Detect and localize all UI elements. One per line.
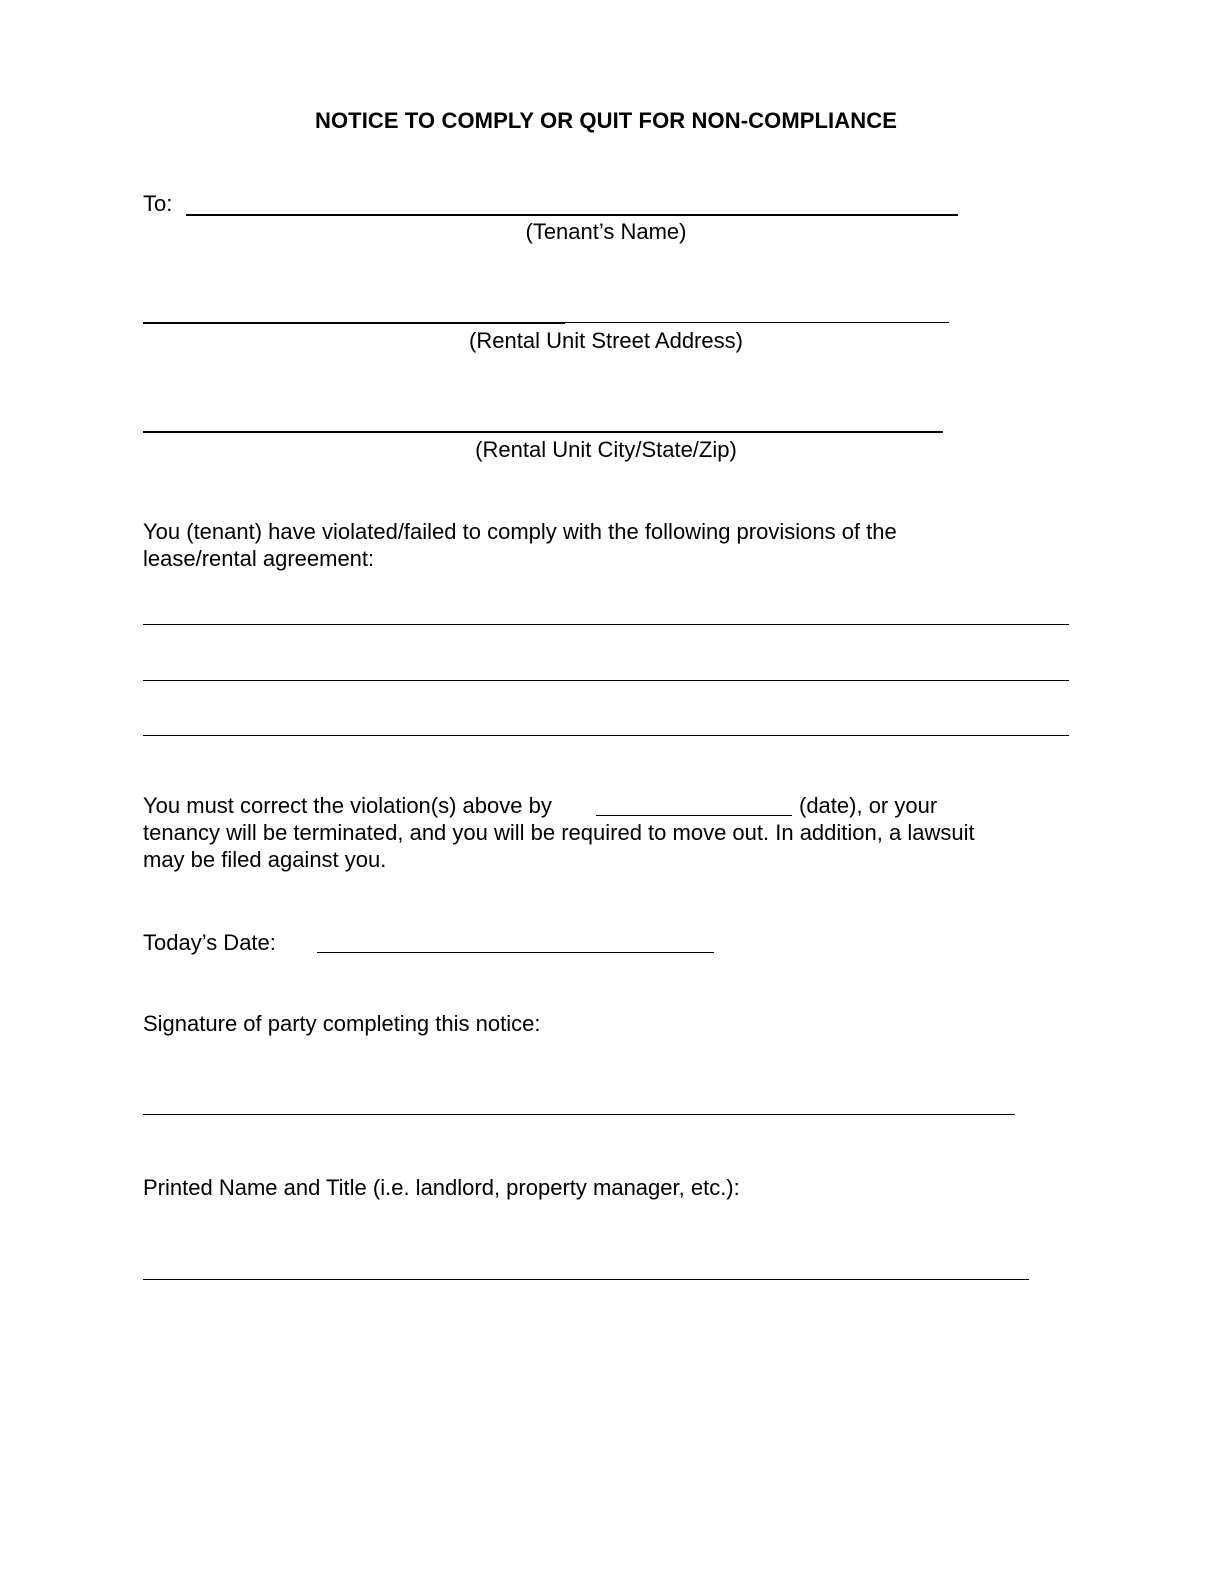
violation-line-3[interactable] — [143, 735, 1069, 736]
street-address-field-part1[interactable] — [143, 322, 565, 324]
city-state-zip-caption: (Rental Unit City/State/Zip) — [475, 437, 737, 462]
correction-date-field[interactable] — [596, 815, 792, 816]
violation-intro-line2: lease/rental agreement: — [143, 546, 375, 571]
street-address-caption: (Rental Unit Street Address) — [469, 328, 743, 353]
violation-line-1[interactable] — [143, 624, 1069, 625]
violation-line-2[interactable] — [143, 680, 1069, 681]
printed-name-label: Printed Name and Title (i.e. landlord, property manager, etc.): — [143, 1175, 740, 1200]
city-state-zip-field[interactable] — [143, 431, 943, 433]
violation-intro-line1: You (tenant) have violated/failed to comply with the following provisions of the — [143, 519, 897, 544]
correct-text-suffix: (date), or your — [799, 793, 938, 818]
to-label: To: — [143, 191, 173, 216]
tenant-name-caption: (Tenant’s Name) — [525, 219, 687, 244]
street-address-field-part2[interactable] — [565, 322, 949, 323]
correct-text-prefix: You must correct the violation(s) above by — [143, 793, 552, 818]
signature-field[interactable] — [143, 1114, 1015, 1115]
printed-name-title-field[interactable] — [143, 1279, 1029, 1280]
correct-text-line2: tenancy will be terminated, and you will be required to move out. In addition, a lawsuit — [143, 820, 975, 845]
document-title: NOTICE TO COMPLY OR QUIT FOR NON-COMPLIANCE — [314, 108, 898, 133]
todays-date-label: Today’s Date: — [143, 930, 276, 955]
signature-label: Signature of party completing this notice: — [143, 1011, 541, 1036]
todays-date-field[interactable] — [317, 952, 714, 953]
tenant-name-field[interactable] — [186, 214, 958, 216]
correct-text-line3: may be filed against you. — [143, 847, 387, 872]
